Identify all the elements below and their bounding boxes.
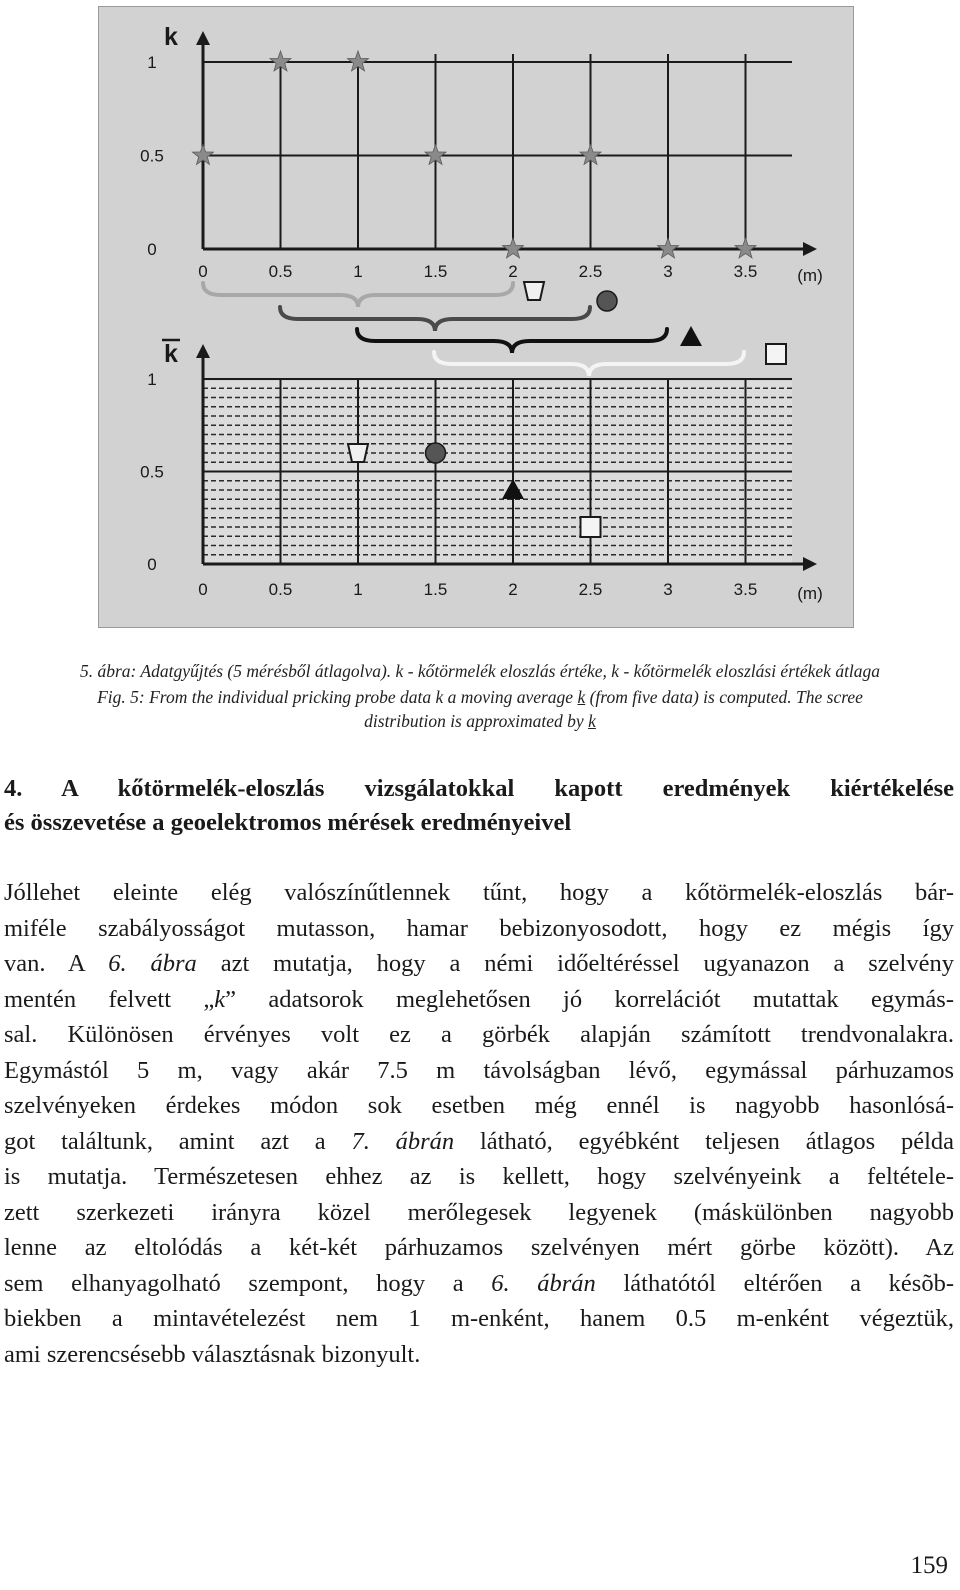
body-line [4, 982, 954, 1018]
body-line [4, 946, 954, 982]
body-line: is mutatja. Természetesen ehhez az is kellett, hogy szelvényeink a feltétele- [4, 1163, 954, 1190]
bottom-chart-x-tick-label: 3 [663, 580, 673, 599]
top-chart-x-tick-label: 3.5 [733, 262, 758, 281]
top-chart-x-tick-label: 2.5 [578, 262, 603, 281]
brace-marker-circle [597, 291, 617, 311]
bottom-chart-x-tick-label: 0 [198, 580, 208, 599]
top-chart-y-tick-label: 0.5 [140, 146, 164, 166]
body-line [4, 1124, 954, 1160]
body-line: Egymástól 5 m, vagy akár 7.5 m távolságban lévő, egymással párhuzamos [4, 1056, 954, 1084]
body-line: miféle szabályosságot mutasson, hamar bebizonyosodott, hogy ez mégis így [4, 914, 954, 942]
body-text: látható, egyébként teljesen átlagos példa [454, 1127, 954, 1155]
bottom-chart-square-point [581, 517, 601, 537]
moving-average-brace-3 [357, 329, 667, 353]
caption-en-line2-part1: distribution is approximated by [364, 711, 589, 731]
section-heading [4, 772, 954, 840]
page-number: 159 [910, 1552, 948, 1579]
brace-marker-trapezoid [524, 282, 544, 300]
bottom-chart-trapezoid-point [348, 444, 368, 462]
body-paragraph [4, 875, 954, 1372]
bottom-chart-x-unit: (m) [797, 584, 823, 603]
section-heading-line2: és összevetése a geoelektromos mérések eredményeivel [4, 809, 572, 836]
top-chart-x-tick-label: 0 [198, 262, 208, 281]
bottom-chart-x-tick-label: 2 [508, 580, 518, 599]
body-line [4, 1266, 954, 1302]
figure-caption-english [0, 684, 960, 710]
k-symbol: k [214, 985, 226, 1013]
moving-average-brace-1 [203, 283, 513, 307]
body-line: sal. Különösen érvényes volt ez a görbék alapján számított trendvonalakra. [4, 1021, 954, 1048]
bottom-chart-x-tick-label: 0.5 [268, 580, 293, 599]
body-text: mentén felvett „ [4, 985, 215, 1013]
caption-en-part2: (from five data) is computed. The scree [585, 687, 863, 707]
top-chart-x-tick-label: 2 [508, 262, 518, 281]
bottom-chart-x-tick-label: 1.5 [423, 580, 448, 599]
body-text: láthatótól eltérően a késõb- [595, 1269, 955, 1297]
figure-caption-english-line2 [0, 708, 960, 734]
top-chart-y-axis-arrow [196, 31, 210, 45]
body-text: van. A [4, 950, 109, 977]
figure-reference: 7. ábrán [351, 1127, 455, 1155]
bottom-chart-circle-point [426, 443, 446, 463]
body-line: ami szerencsésebb választásnak bizonyult. [4, 1340, 421, 1368]
figure-panel [98, 6, 854, 628]
bottom-chart-x-tick-label: 3.5 [733, 580, 758, 599]
top-chart-x-tick-label: 0.5 [268, 262, 293, 281]
top-chart-star-point [735, 238, 756, 258]
moving-average-brace-4 [434, 352, 744, 376]
top-chart-y-tick-label: 0 [147, 240, 157, 259]
top-chart-x-tick-label: 3 [663, 262, 673, 281]
moving-average-brace-2 [280, 307, 590, 331]
bottom-chart-y-tick-label: 1 [147, 370, 157, 389]
body-line: szelvényeken érdekes módon sok esetben még ennél is nagyobb hasonlósá- [4, 1092, 954, 1119]
caption-en-line2-k: k [588, 711, 596, 731]
brace-marker-triangle [680, 326, 702, 346]
top-chart-x-tick-label: 1 [353, 262, 363, 281]
figure-svg [99, 7, 855, 629]
top-chart-y-tick-label: 1 [147, 53, 157, 72]
caption-en-part1: Fig. 5: From the individual pricking probe data k a moving average [97, 687, 578, 707]
top-chart-x-unit: (m) [797, 266, 823, 285]
bottom-chart-y-axis-arrow [196, 344, 210, 358]
top-chart-star-point [503, 238, 524, 258]
bottom-chart-x-axis-arrow [803, 557, 817, 571]
bottom-chart-x-tick-label: 2.5 [578, 580, 603, 599]
body-text: azt mutatja, hogy a némi időeltéréssel ugyanazon a szelvény [196, 950, 954, 977]
bottom-chart-y-tick-label: 0 [147, 555, 157, 574]
body-line: lenne az eltolódás a két-két párhuzamos szelvényen mért görbe között). Az [4, 1234, 954, 1261]
brace-marker-square [766, 344, 786, 364]
figure-caption-hungarian: 5. ábra: Adatgyűjtés (5 mérésből átlagolva). k - kőtörmelék eloszlás értéke, k - kőtörmelék eloszlási értékek átlaga [79, 661, 881, 681]
bottom-chart-x-tick-label: 1 [353, 580, 363, 599]
figure-reference: 6. ábra [108, 950, 197, 977]
body-line: Jóllehet eleinte elég valószínűtlennek tűnt, hogy a kőtörmelék-eloszlás bár- [4, 879, 954, 906]
bottom-chart-y-axis-name: k [164, 340, 178, 368]
top-chart-x-tick-label: 1.5 [423, 262, 448, 281]
top-chart-x-axis-arrow [803, 242, 817, 256]
figure-reference: 6. ábrán [491, 1269, 596, 1297]
top-chart-star-point [658, 238, 679, 258]
section-heading-line1: 4. A kőtörmelék-eloszlás vizsgálatokkal kapott eredmények kiértékelése [4, 775, 954, 802]
body-line: zett szerkezeti irányra közel merőlegesek legyenek (máskülönben nagyobb [4, 1198, 954, 1226]
top-chart-y-axis-name: k [164, 23, 178, 51]
body-text: got találtunk, amint azt a [4, 1127, 352, 1155]
body-text: ” adatsorok meglehetősen jó korrelációt mutattak egymás- [225, 985, 954, 1013]
bottom-chart-y-tick-label: 0.5 [140, 462, 164, 482]
caption-en-k-average: k [577, 687, 586, 707]
body-text: sem elhanyagolható szempont, hogy a [4, 1269, 492, 1297]
body-line: biekben a mintavételezést nem 1 m-enként, hanem 0.5 m-enként végeztük, [4, 1305, 954, 1332]
